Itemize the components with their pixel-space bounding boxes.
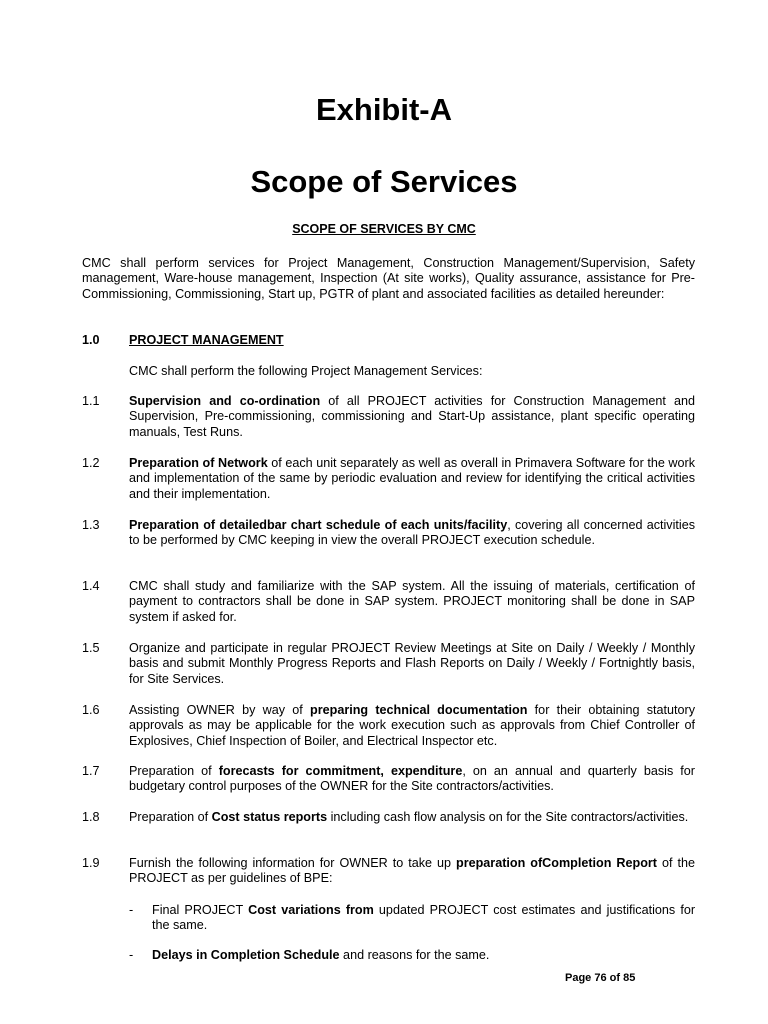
item-pre: Furnish the following information for OWNER to take up [129,856,457,870]
item-number: 1.7 [82,764,100,778]
sub-item-bold: Delays in Completion Schedule [152,948,340,962]
page-number-footer: Page 76 of 85 [565,972,636,984]
item-number: 1.3 [82,518,100,532]
sub-list-item [152,903,695,934]
item-pre: Preparation of [129,810,212,824]
item-number: 1.6 [82,703,100,717]
item-pre: Assisting OWNER by way of [129,703,311,717]
section-heading: PROJECT MANAGEMENT [129,333,284,347]
list-item [129,456,695,502]
item-number: 1.5 [82,641,100,655]
sub-item-pre: Final PROJECT [152,903,249,917]
list-item [129,703,695,749]
item-bold: Preparation of Network [129,456,268,470]
sub-list-item [152,948,695,963]
sub-item-text: and reasons for the same. [339,948,490,962]
sub-item-bold: Cost variations from [248,903,374,917]
intro-paragraph: CMC shall perform services for Project Management, Construction Management/Supervision, Safety management, Ware-house management, Inspection (At site works), Quality assurance, assistance for Pre-Commissioning, Commissioning, Start up, PGTR of plant and associated facilities as detailed hereunder: [82,256,695,301]
item-bold: Cost status reports [211,810,328,824]
item-text: CMC shall study and familiarize with the SAP system. All the issuing of materials, certification of payment to contractors shall be done in SAP system. PROJECT monitoring shall be done in SAP system if asked for. [129,579,695,624]
list-item [129,764,695,795]
exhibit-title: Exhibit-A [315,92,453,127]
item-text: , on an annual and quarterly basis for budgetary control purposes of the OWNER for the Site contractors/activities. [129,764,695,794]
sub-item-dash: - [129,903,134,917]
section-lead: CMC shall perform the following Project Management Services: [129,364,483,378]
item-text: of the PROJECT as per guidelines of BPE: [129,856,695,886]
list-item [129,641,695,687]
item-text: including cash flow analysis on for the Site contractors/activities. [327,810,689,824]
item-number: 1.8 [82,810,100,824]
item-text: of all PROJECT activities for Construction Management and Supervision, Pre-commissioning, commissioning and Start-Up assistance, plant specific operating manuals, Test Runs. [129,394,695,439]
item-bold: Supervision and co-ordination [129,394,321,408]
item-text: for their obtaining statutory approvals as may be applicable for the work execution such as approvals from Chief Controller of Explosives, Chief Inspection of Boiler, and Electrical Inspector etc. [129,703,695,748]
main-title: Scope of Services [250,164,518,199]
list-item [129,518,695,549]
subheading: SCOPE OF SERVICES BY CMC [292,222,476,236]
item-bold: Preparation of detailedbar chart schedule of each units/facility [129,518,508,532]
section-number: 1.0 [82,333,100,347]
item-number: 1.1 [82,394,100,408]
list-item [129,810,695,825]
list-item [129,579,695,625]
item-text: , covering all concerned activities to be performed by CMC keeping in view the overall PROJECT execution schedule. [129,518,695,548]
item-text: Organize and participate in regular PROJECT Review Meetings at Site on Daily / Weekly / Monthly basis and submit Monthly Progress Reports and Flash Reports on Daily / Weekly / Fortnightly basis, for Site Services. [129,641,695,686]
sub-item-dash: - [129,948,134,962]
item-number: 1.9 [82,856,100,870]
item-bold: preparing technical documentation [310,703,528,717]
sub-item-text: updated PROJECT cost estimates and justifications for the same. [152,903,696,933]
item-bold: preparation ofCompletion Report [456,856,657,870]
item-pre: Preparation of [129,764,219,778]
item-text: of each unit separately as well as overall in Primavera Software for the work and implementation of the same by periodic evaluation and review for identifying the critical activities and their implementation. [129,456,695,501]
item-number: 1.2 [82,456,100,470]
item-number: 1.4 [82,579,100,593]
list-item [129,394,695,440]
item-bold: forecasts for commitment, expenditure [218,764,463,778]
list-item [129,856,695,887]
